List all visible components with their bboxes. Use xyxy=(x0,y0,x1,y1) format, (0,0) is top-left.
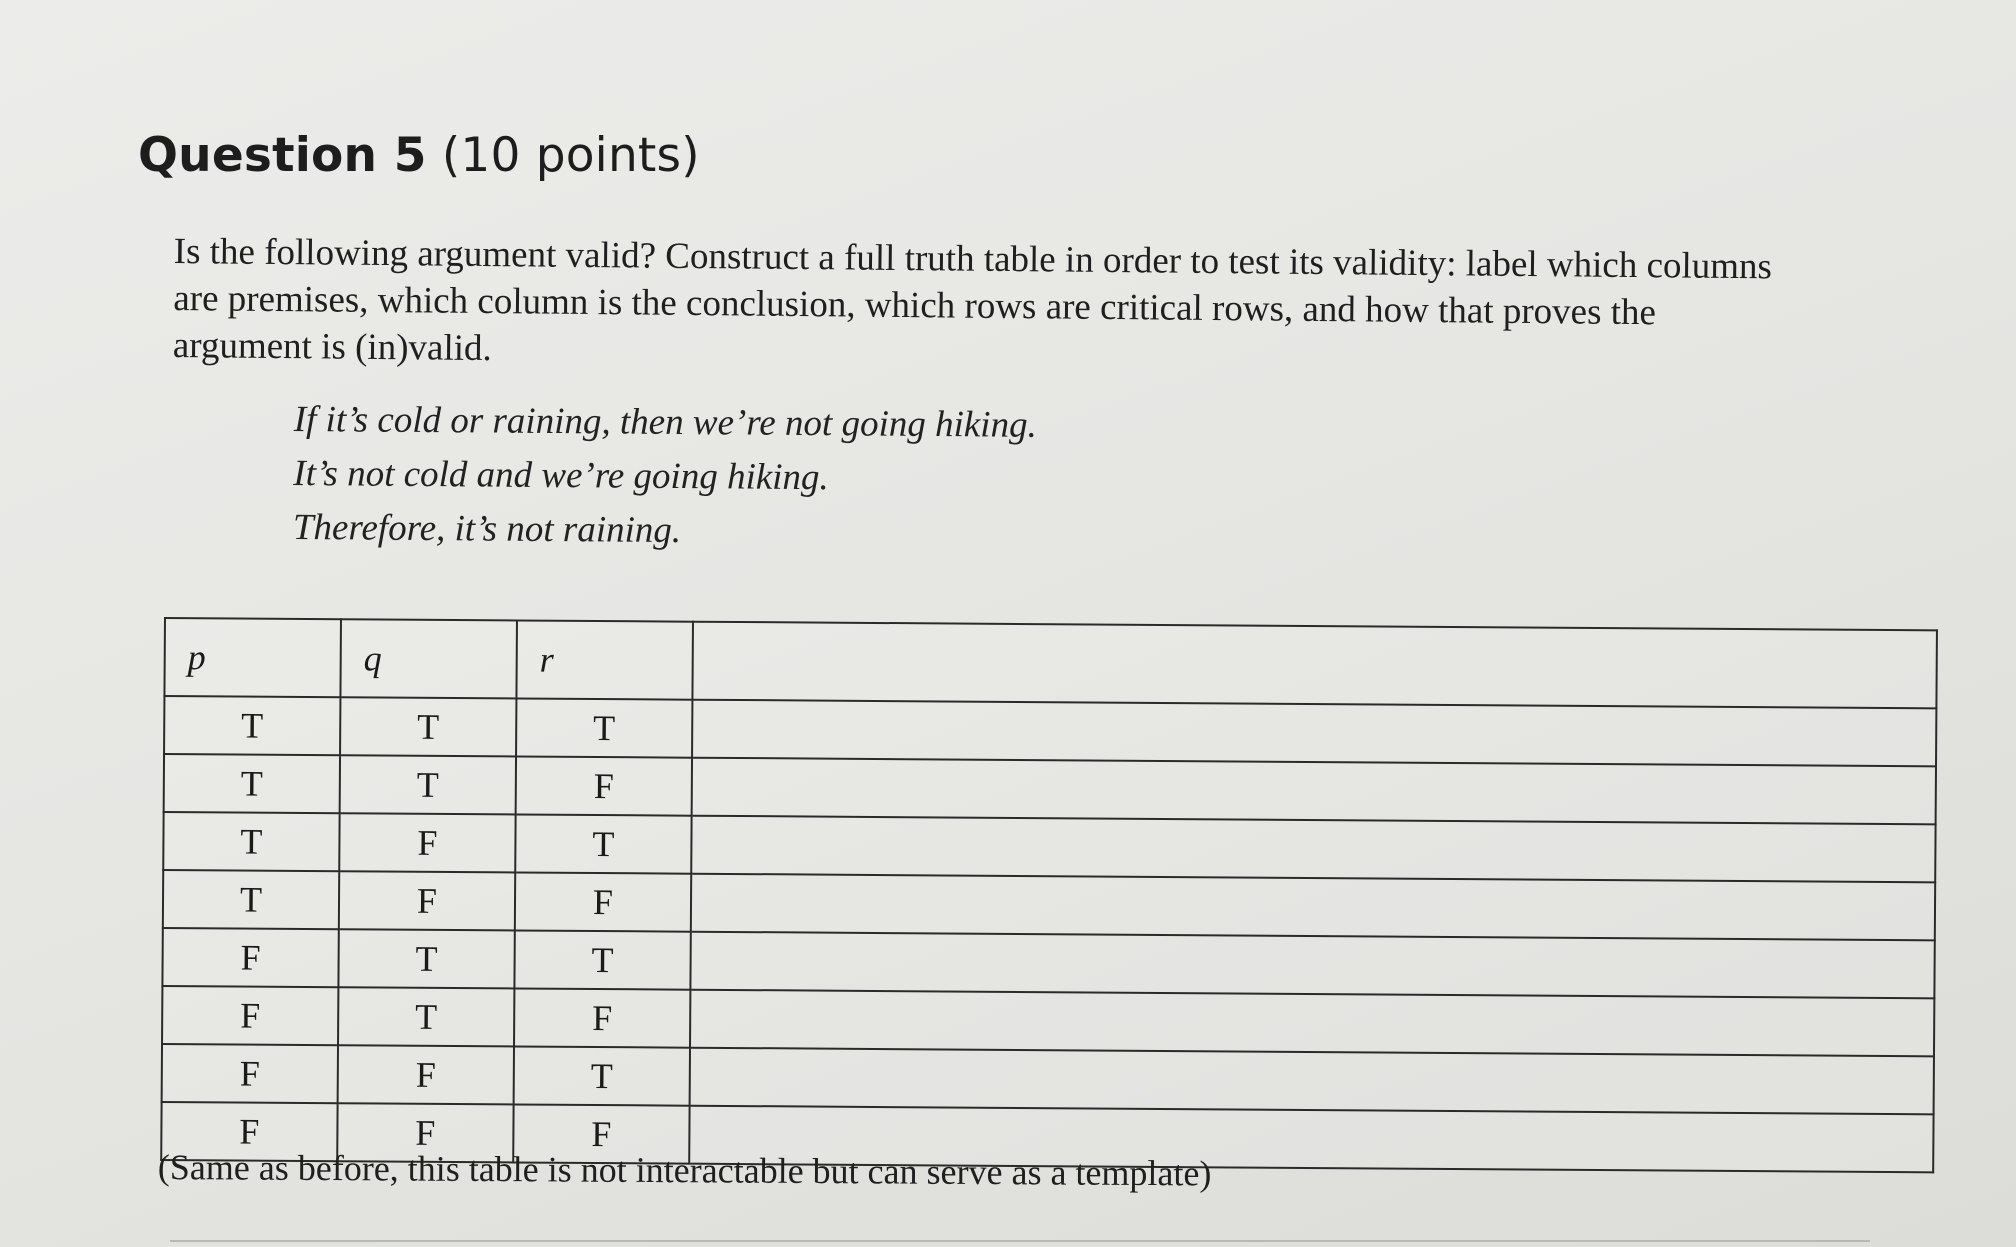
cell-r: T xyxy=(515,814,691,873)
cell-blank xyxy=(690,1048,1934,1115)
premise-1: If it’s cold or raining, then we’re not going hiking. xyxy=(293,398,1037,446)
prompt-line: Is the following argument valid? Construct a full truth table in order to test its validity: label which columns xyxy=(173,230,1773,288)
cell-blank xyxy=(691,874,1935,941)
prompt-line: are premises, which column is the conclusion, which rows are critical rows, and how that proves the xyxy=(173,277,1657,334)
question-points: (10 points) xyxy=(441,128,700,183)
cell-p: F xyxy=(162,986,338,1045)
cell-blank xyxy=(690,932,1934,999)
header-p: p xyxy=(164,618,341,697)
cell-q: T xyxy=(338,929,514,988)
cell-r: F xyxy=(515,872,691,931)
cell-blank xyxy=(692,700,1936,767)
cell-p: F xyxy=(162,928,338,987)
cell-p: F xyxy=(162,1044,338,1103)
cell-r: F xyxy=(516,756,692,815)
question-title xyxy=(138,128,700,183)
cell-q: T xyxy=(340,697,516,756)
cell-q: F xyxy=(339,871,515,930)
truth-table xyxy=(160,617,1938,1173)
cell-p: T xyxy=(163,870,339,929)
prompt-line: argument is (in)valid. xyxy=(172,324,492,370)
cell-p: T xyxy=(164,696,340,755)
cell-p: F xyxy=(161,1102,337,1161)
header-q: q xyxy=(340,619,517,698)
question-prompt xyxy=(173,228,1934,386)
cell-q: T xyxy=(340,755,516,814)
cell-r: T xyxy=(516,698,692,757)
cell-q: F xyxy=(337,1103,513,1162)
cell-p: T xyxy=(164,754,340,813)
header-blank xyxy=(692,622,1937,709)
truth-table-container xyxy=(160,617,1938,1173)
cell-r: F xyxy=(514,988,690,1047)
cell-q: T xyxy=(338,987,514,1046)
cell-q: F xyxy=(339,813,515,872)
cell-blank xyxy=(691,816,1935,883)
cell-q: F xyxy=(338,1045,514,1104)
cell-r: F xyxy=(513,1104,689,1163)
cell-r: T xyxy=(514,930,690,989)
argument-block xyxy=(293,393,1037,561)
cell-p: T xyxy=(163,812,339,871)
premise-2: It’s not cold and we’re going hiking. xyxy=(293,452,829,499)
table-header-row xyxy=(164,618,1937,708)
question-number: Question 5 xyxy=(138,128,427,183)
divider xyxy=(170,1240,1870,1242)
cell-blank xyxy=(692,758,1936,825)
cell-r: T xyxy=(514,1046,690,1105)
table-caption: (Same as before, this table is not interactable but can serve as a template) xyxy=(157,1147,1212,1194)
cell-blank xyxy=(690,990,1934,1057)
conclusion: Therefore, it’s not raining. xyxy=(292,506,682,552)
header-r: r xyxy=(516,620,693,699)
